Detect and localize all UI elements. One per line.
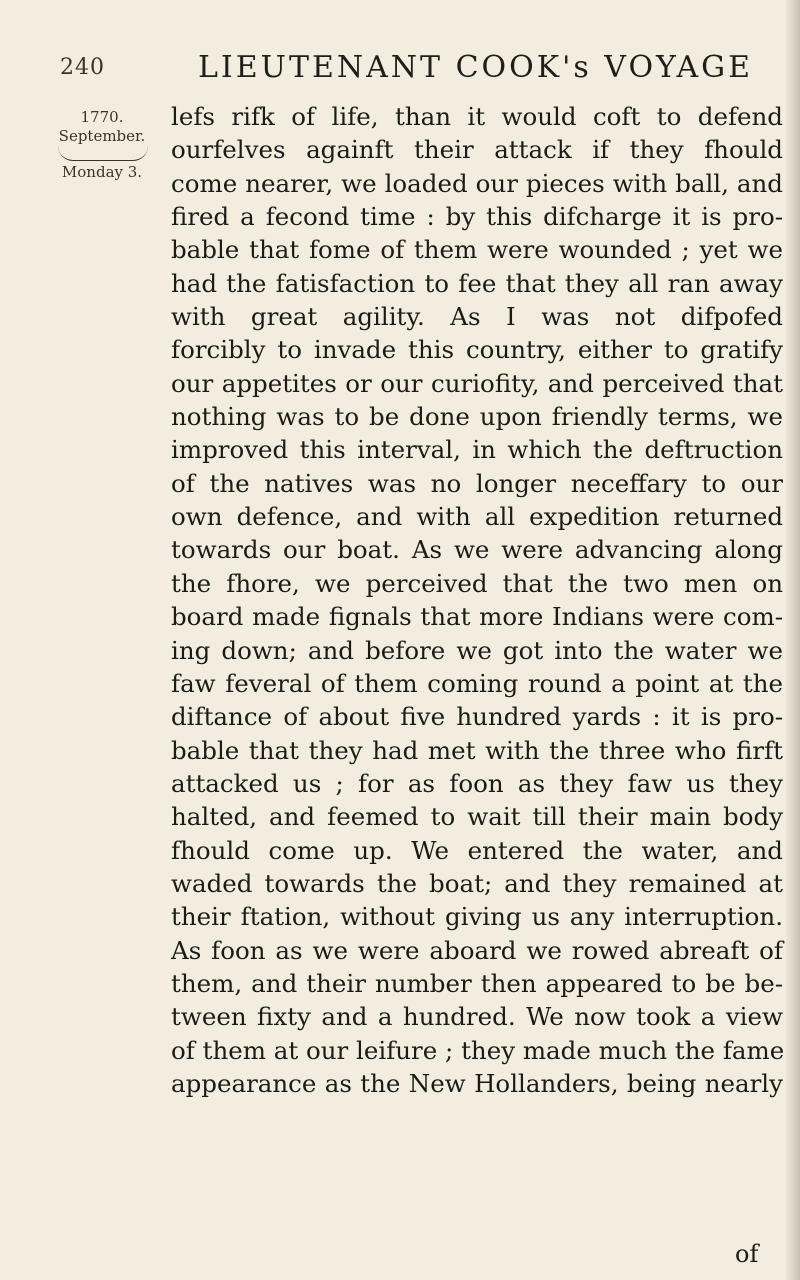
- text-line: As foon as we were aboard we rowed abreaft of: [171, 935, 783, 965]
- text-line: forcibly to invade this country, either to gratify: [171, 335, 783, 365]
- text-line: bable that they had met with the three who firft: [171, 735, 783, 765]
- text-line: the fhore, we perceived that the two men on: [171, 568, 783, 598]
- running-head: LIEUTENANT COOK's VOYAGE: [198, 50, 754, 85]
- brace-mark: [58, 146, 148, 161]
- text-line: halted, and feemed to wait till their main body: [171, 802, 783, 832]
- text-line: bable that fome of them were wounded ; yet we: [171, 235, 783, 265]
- text-line: towards our boat. As we were advancing along: [171, 535, 783, 565]
- text-line: had the fatisfaction to fee that they all ran away: [171, 268, 783, 298]
- margin-month: September.: [58, 127, 146, 145]
- page-edge: [786, 0, 800, 1280]
- margin-year: 1770.: [80, 108, 124, 126]
- text-line: attacked us ; for as foon as they faw us they: [171, 768, 783, 798]
- margin-note: [52, 108, 152, 182]
- text-line: appearance as the New Hollanders, being nearly: [171, 1068, 783, 1098]
- body-text: [171, 100, 783, 1100]
- text-line: lefs rifk of life, than it would coft to defend: [171, 102, 783, 131]
- text-line: tween fixty and a hundred. We now took a view: [171, 1002, 783, 1032]
- text-line: of the natives was no longer neceffary to our: [171, 468, 783, 498]
- text-line: fhould come up. We entered the water, and: [171, 835, 783, 865]
- text-line: faw feveral of them coming round a point at the: [171, 668, 783, 698]
- page-number: 240: [60, 55, 105, 80]
- text-line: their ftation, without giving us any interruption.: [171, 902, 783, 932]
- text-line: board made fignals that more Indians were com-: [171, 602, 783, 632]
- text-line: ing down; and before we got into the water we: [171, 635, 783, 665]
- text-line: nothing was to be done upon friendly terms, we: [171, 402, 783, 432]
- text-line: fired a fecond time : by this difcharge it is pro-: [171, 202, 783, 232]
- text-line: own defence, and with all expedition returned: [171, 502, 783, 532]
- margin-day: Monday 3.: [61, 163, 143, 181]
- catchword: of: [735, 1240, 759, 1268]
- text-line: with great agility. As I was not difpofed: [171, 302, 783, 332]
- text-line: waded towards the boat; and they remained at: [171, 868, 783, 898]
- text-line: diftance of about five hundred yards : it is pro-: [171, 702, 783, 732]
- text-line: improved this interval, in which the deftruction: [171, 435, 783, 465]
- text-line: our appetites or our curiofity, and perceived that: [171, 368, 783, 398]
- text-line: them, and their number then appeared to be be-: [171, 968, 783, 998]
- text-line: ourfelves againft their attack if they fhould: [171, 135, 783, 165]
- text-line: come nearer, we loaded our pieces with ball, and: [171, 168, 783, 198]
- text-line: of them at our leifure ; they made much the fame: [171, 1035, 785, 1065]
